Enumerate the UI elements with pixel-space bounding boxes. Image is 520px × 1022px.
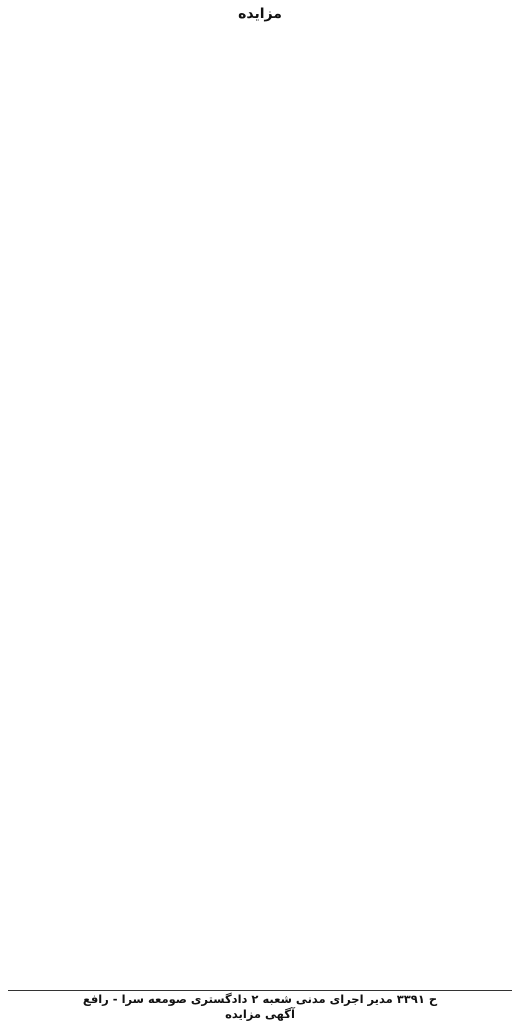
- notice-footer-line: ح ۳۳۹۱ مدیر اجرای مدنی شعبه ۲ دادگستری صومعه سرا - رافع: [8, 990, 512, 1007]
- notice-bottom-label: آگهی مزایده: [225, 1007, 295, 1021]
- notice-title: مزایده: [238, 6, 282, 22]
- notice-body-text: [8, 26, 512, 984]
